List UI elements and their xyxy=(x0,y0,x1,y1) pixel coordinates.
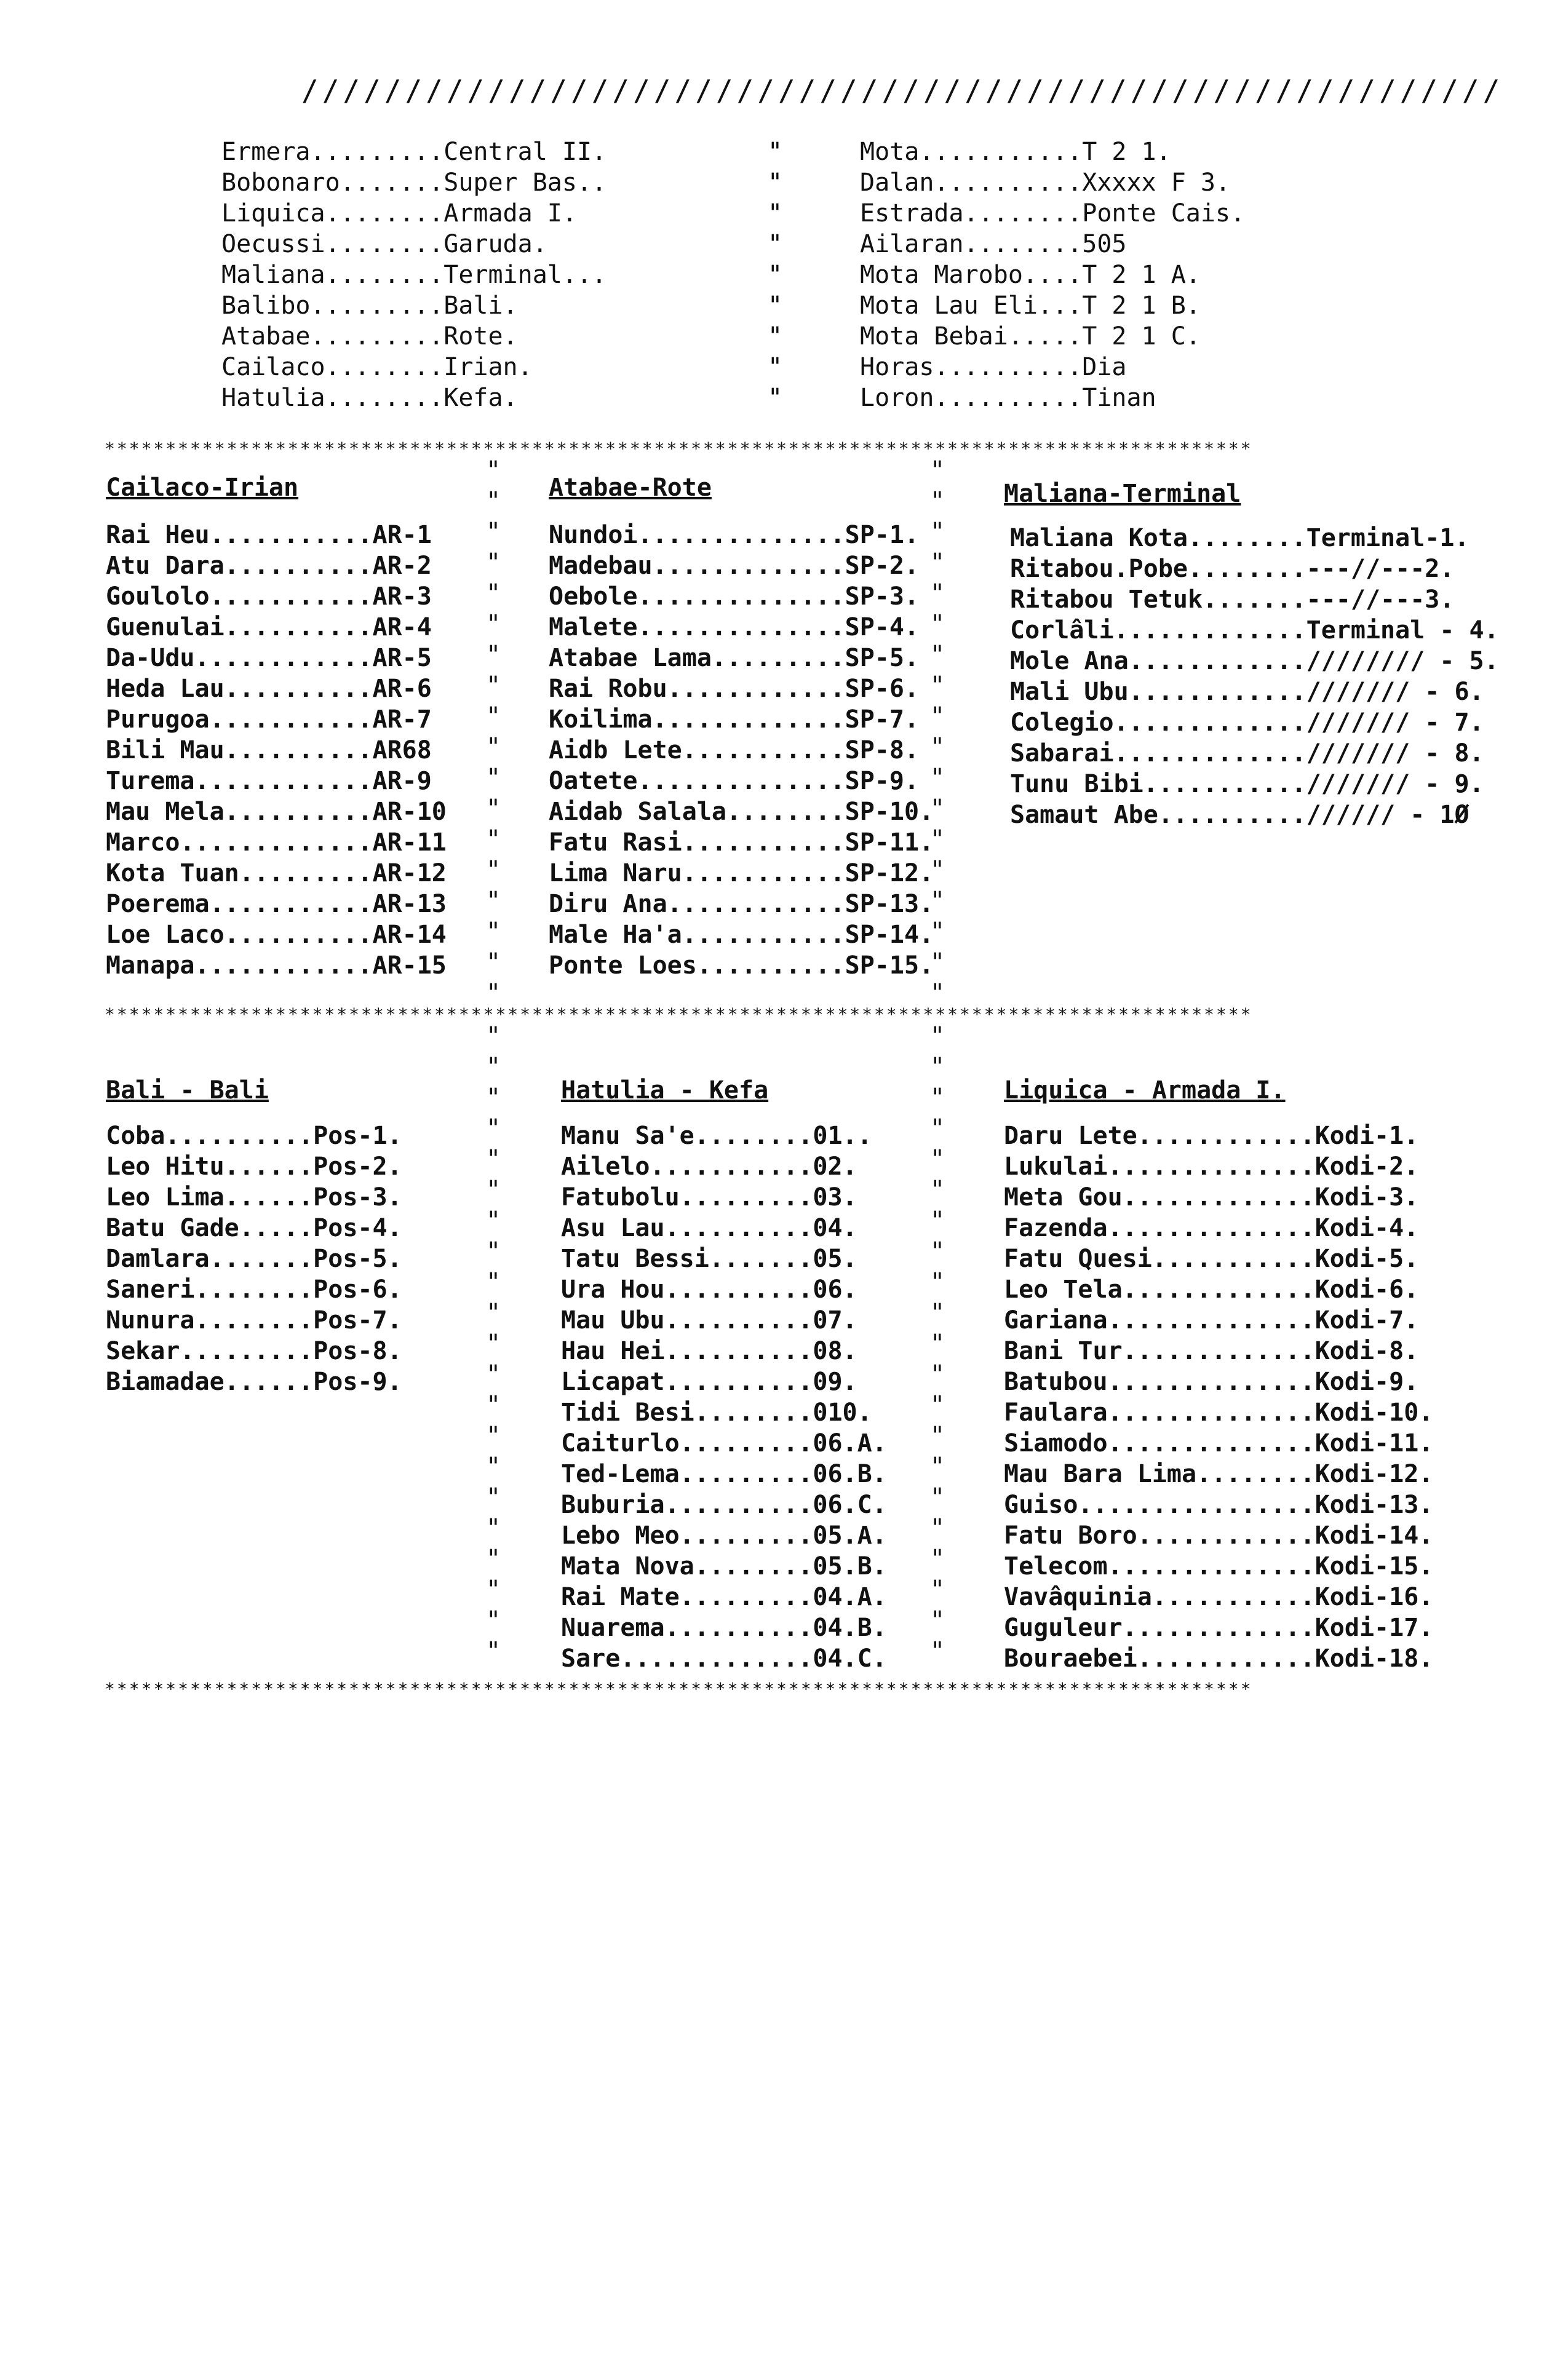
list-item: Fatu Rasi...........SP-11. xyxy=(549,828,934,857)
list-item: Ritabou.Pobe........---//---2. xyxy=(1010,555,1455,583)
list-item: Aidb Lete...........SP-8. xyxy=(549,736,920,764)
ditto-mark: " xyxy=(486,764,501,792)
list-item: Tatu Bessi.......05. xyxy=(561,1245,857,1273)
list-item: Bouraebei............Kodi-18. xyxy=(1004,1644,1434,1673)
ditto-mark: " xyxy=(930,487,945,515)
ditto-column-2 xyxy=(930,455,945,1009)
ditto-mark: " xyxy=(486,610,501,638)
ditto-mark: " xyxy=(768,138,783,166)
top-left-code-list xyxy=(221,137,606,413)
list-item: Manapa............AR-15 xyxy=(106,951,447,980)
ditto-mark: " xyxy=(930,1330,945,1358)
ditto-mark: " xyxy=(486,856,501,884)
ditto-mark: " xyxy=(930,1299,945,1327)
top-right-row: Loron..........Tinan xyxy=(860,384,1156,412)
ditto-mark: " xyxy=(486,1576,501,1604)
list-item: Coba..........Pos-1. xyxy=(106,1122,402,1150)
bali-bali-list xyxy=(106,1121,402,1397)
header-slash-rule: ////////////////////////////////////////////////////////// xyxy=(301,74,1504,107)
ditto-mark: " xyxy=(930,456,945,485)
ditto-mark: " xyxy=(768,261,783,289)
top-left-row: Ermera.........Central II. xyxy=(221,138,607,166)
list-item: Vavâquinia...........Kodi-16. xyxy=(1004,1583,1434,1611)
ditto-mark: " xyxy=(768,353,783,381)
list-item: Biamadae......Pos-9. xyxy=(106,1368,402,1396)
list-item: Atabae Lama.........SP-5. xyxy=(549,644,920,672)
ditto-mark: " xyxy=(930,918,945,946)
top-left-row: Balibo.........Bali. xyxy=(221,292,518,320)
ditto-mark: " xyxy=(930,1145,945,1173)
section-title-liquica: Liquica - Armada I. xyxy=(1004,1076,1286,1105)
top-left-row: Maliana........Terminal... xyxy=(221,261,607,289)
list-item: Mata Nova........05.B. xyxy=(561,1552,887,1581)
list-item: Daru Lete............Kodi-1. xyxy=(1004,1122,1419,1150)
top-left-row: Liquica........Armada I. xyxy=(221,199,577,228)
list-item: Nuarema..........04.B. xyxy=(561,1614,887,1642)
list-item: Caiturlo.........06.A. xyxy=(561,1429,887,1458)
list-item: Da-Udu............AR-5 xyxy=(106,644,432,672)
list-item: Diru Ana............SP-13. xyxy=(549,890,934,918)
list-item: Sare.............04.C. xyxy=(561,1644,887,1673)
list-item: Leo Hitu......Pos-2. xyxy=(106,1152,402,1181)
ditto-column-4 xyxy=(930,1021,945,1667)
ditto-mark: " xyxy=(930,1391,945,1419)
list-item: Rai Robu............SP-6. xyxy=(549,675,920,703)
list-item: Atu Dara..........AR-2 xyxy=(106,552,432,580)
ditto-mark: " xyxy=(768,169,783,197)
ditto-mark: " xyxy=(768,292,783,320)
top-left-row: Bobonaro.......Super Bas.. xyxy=(221,169,607,197)
list-item: Bili Mau..........AR68 xyxy=(106,736,432,764)
ditto-column-1 xyxy=(486,455,501,1009)
list-item: Marco.............AR-11 xyxy=(106,828,447,857)
hatulia-kefa-list xyxy=(561,1121,887,1674)
list-item: Gariana..............Kodi-7. xyxy=(1004,1306,1419,1335)
list-item: Buburia..........06.C. xyxy=(561,1491,887,1519)
list-item: Hau Hei..........08. xyxy=(561,1337,857,1365)
top-left-row: Oecussi........Garuda. xyxy=(221,230,547,258)
ditto-mark: " xyxy=(486,1084,501,1112)
list-item: Tunu Bibi.........../////// - 9. xyxy=(1010,770,1484,798)
ditto-mark: " xyxy=(930,764,945,792)
list-item: Nunura........Pos-7. xyxy=(106,1306,402,1335)
top-right-row: Mota Marobo....T 2 1 A. xyxy=(860,261,1201,289)
ditto-mark: " xyxy=(930,1084,945,1112)
list-item: Purugoa...........AR-7 xyxy=(106,705,432,734)
ditto-mark: " xyxy=(486,456,501,485)
top-right-row: Estrada........Ponte Cais. xyxy=(860,199,1246,228)
list-item: Fatu Quesi...........Kodi-5. xyxy=(1004,1245,1419,1273)
list-item: Samaut Abe..........////// - 1Ø xyxy=(1010,801,1469,829)
list-item: Saneri........Pos-6. xyxy=(106,1275,402,1304)
list-item: Maliana Kota........Terminal-1. xyxy=(1010,524,1469,552)
list-item: Meta Gou.............Kodi-3. xyxy=(1004,1183,1419,1212)
list-item: Licapat..........09. xyxy=(561,1368,857,1396)
top-right-row: Horas..........Dia xyxy=(860,353,1127,381)
ditto-mark: " xyxy=(930,579,945,608)
ditto-mark: " xyxy=(930,641,945,669)
ditto-mark: " xyxy=(930,887,945,915)
list-item: Loe Laco..........AR-14 xyxy=(106,921,447,949)
ditto-mark: " xyxy=(930,1422,945,1450)
list-item: Lebo Meo.........05.A. xyxy=(561,1521,887,1550)
ditto-mark: " xyxy=(930,1176,945,1204)
top-ditto-column xyxy=(768,137,782,413)
list-item: Turema............AR-9 xyxy=(106,767,432,795)
ditto-mark: " xyxy=(486,672,501,700)
ditto-mark: " xyxy=(486,1237,501,1266)
ditto-mark: " xyxy=(930,1114,945,1143)
top-right-row: Mota Lau Eli...T 2 1 B. xyxy=(860,292,1201,320)
list-item: Madebau.............SP-2. xyxy=(549,552,920,580)
top-right-row: Mota...........T 2 1. xyxy=(860,138,1171,166)
ditto-mark: " xyxy=(486,1422,501,1450)
ditto-mark: " xyxy=(930,702,945,731)
star-divider-3: ********************************************************************************************** xyxy=(105,1679,1253,1699)
section-title-hatulia: Hatulia - Kefa xyxy=(561,1076,769,1105)
ditto-mark: " xyxy=(486,487,501,515)
list-item: Fazenda..............Kodi-4. xyxy=(1004,1214,1419,1242)
ditto-mark: " xyxy=(486,825,501,854)
ditto-mark: " xyxy=(930,1483,945,1512)
list-item: Ponte Loes..........SP-15. xyxy=(549,951,934,980)
list-item: Ailelo...........02. xyxy=(561,1152,857,1181)
list-item: Leo Lima......Pos-3. xyxy=(106,1183,402,1212)
list-item: Rai Heu...........AR-1 xyxy=(106,521,432,549)
list-item: Leo Tela.............Kodi-6. xyxy=(1004,1275,1419,1304)
ditto-mark: " xyxy=(486,1360,501,1389)
ditto-mark: " xyxy=(486,1330,501,1358)
ditto-mark: " xyxy=(930,610,945,638)
ditto-mark: " xyxy=(930,518,945,546)
ditto-mark: " xyxy=(486,795,501,823)
list-item: Mau Bara Lima........Kodi-12. xyxy=(1004,1460,1434,1488)
ditto-mark: " xyxy=(486,948,501,977)
top-left-row: Cailaco........Irian. xyxy=(221,353,533,381)
section-title-bali: Bali - Bali xyxy=(106,1076,269,1105)
list-item: Fatubolu.........03. xyxy=(561,1183,857,1212)
ditto-mark: " xyxy=(768,384,783,412)
ditto-mark: " xyxy=(486,1268,501,1296)
list-item: Ted-Lema.........06.B. xyxy=(561,1460,887,1488)
ditto-mark: " xyxy=(930,1268,945,1296)
list-item: Batubou..............Kodi-9. xyxy=(1004,1368,1419,1396)
list-item: Oatete..............SP-9. xyxy=(549,767,920,795)
ditto-mark: " xyxy=(486,702,501,731)
ditto-mark: " xyxy=(486,733,501,761)
ditto-mark: " xyxy=(486,1545,501,1573)
list-item: Tidi Besi........010. xyxy=(561,1398,872,1427)
list-item: Malete..............SP-4. xyxy=(549,613,920,641)
list-item: Mole Ana............//////// - 5. xyxy=(1010,647,1499,675)
ditto-mark: " xyxy=(486,887,501,915)
list-item: Manu Sa'e........01.. xyxy=(561,1122,872,1150)
list-item: Damlara.......Pos-5. xyxy=(106,1245,402,1273)
maliana-terminal-list xyxy=(1010,523,1499,830)
ditto-mark: " xyxy=(486,1299,501,1327)
ditto-mark: " xyxy=(930,1637,945,1665)
list-item: Mau Ubu..........07. xyxy=(561,1306,857,1335)
ditto-mark: " xyxy=(930,1576,945,1604)
list-item: Fatu Boro............Kodi-14. xyxy=(1004,1521,1434,1550)
section-title-cailaco: Cailaco-Irian xyxy=(106,474,299,502)
ditto-mark: " xyxy=(930,1453,945,1481)
section-title-atabae: Atabae-Rote xyxy=(549,474,712,502)
list-item: Bani Tur.............Kodi-8. xyxy=(1004,1337,1419,1365)
list-item: Mali Ubu............/////// - 6. xyxy=(1010,678,1484,706)
top-left-row: Hatulia........Kefa. xyxy=(221,384,518,412)
list-item: Aidab Salala........SP-10. xyxy=(549,798,934,826)
ditto-mark: " xyxy=(930,1207,945,1235)
list-item: Ura Hou..........06. xyxy=(561,1275,857,1304)
ditto-mark: " xyxy=(930,733,945,761)
top-right-row: Ailaran........505 xyxy=(860,230,1127,258)
liquica-armada-list xyxy=(1004,1121,1433,1674)
list-item: Sekar.........Pos-8. xyxy=(106,1337,402,1365)
list-item: Faulara..............Kodi-10. xyxy=(1004,1398,1434,1427)
ditto-mark: " xyxy=(930,948,945,977)
ditto-mark: " xyxy=(486,1637,501,1665)
top-right-row: Dalan..........Xxxxx F 3. xyxy=(860,169,1231,197)
ditto-mark: " xyxy=(486,549,501,577)
list-item: Mau Mela..........AR-10 xyxy=(106,798,447,826)
ditto-mark: " xyxy=(930,795,945,823)
ditto-mark: " xyxy=(768,322,783,351)
list-item: Oebole..............SP-3. xyxy=(549,582,920,611)
list-item: Kota Tuan.........AR-12 xyxy=(106,859,447,887)
ditto-mark: " xyxy=(486,1053,501,1081)
ditto-mark: " xyxy=(930,1545,945,1573)
list-item: Guiso................Kodi-13. xyxy=(1004,1491,1434,1519)
list-item: Heda Lau..........AR-6 xyxy=(106,675,432,703)
list-item: Colegio............./////// - 7. xyxy=(1010,708,1484,737)
ditto-mark: " xyxy=(486,518,501,546)
ditto-mark: " xyxy=(930,1053,945,1081)
ditto-mark: " xyxy=(486,1514,501,1542)
cailaco-irian-list xyxy=(106,520,447,981)
list-item: Siamodo..............Kodi-11. xyxy=(1004,1429,1434,1458)
ditto-column-3 xyxy=(486,1021,501,1667)
list-item: Rai Mate.........04.A. xyxy=(561,1583,887,1611)
list-item: Asu Lau..........04. xyxy=(561,1214,857,1242)
star-divider-1: ********************************************************************************************** xyxy=(105,438,1253,459)
ditto-mark: " xyxy=(930,1606,945,1635)
ditto-mark: " xyxy=(930,549,945,577)
list-item: Guguleur.............Kodi-17. xyxy=(1004,1614,1434,1642)
ditto-mark: " xyxy=(486,641,501,669)
section-title-maliana: Maliana-Terminal xyxy=(1004,480,1241,508)
ditto-mark: " xyxy=(930,1514,945,1542)
ditto-mark: " xyxy=(486,1606,501,1635)
ditto-mark: " xyxy=(486,1176,501,1204)
ditto-mark: " xyxy=(930,672,945,700)
ditto-mark: " xyxy=(486,1207,501,1235)
list-item: Ritabou Tetuk.......---//---3. xyxy=(1010,585,1455,614)
list-item: Lima Naru...........SP-12. xyxy=(549,859,934,887)
ditto-mark: " xyxy=(486,1391,501,1419)
ditto-mark: " xyxy=(486,1022,501,1050)
ditto-mark: " xyxy=(486,1145,501,1173)
ditto-mark: " xyxy=(930,825,945,854)
list-item: Corlâli.............Terminal - 4. xyxy=(1010,616,1499,645)
atabae-rote-list xyxy=(549,520,934,981)
ditto-mark: " xyxy=(768,199,783,228)
ditto-mark: " xyxy=(486,1453,501,1481)
ditto-mark: " xyxy=(768,230,783,258)
ditto-mark: " xyxy=(486,1483,501,1512)
list-item: Telecom..............Kodi-15. xyxy=(1004,1552,1434,1581)
list-item: Sabarai............./////// - 8. xyxy=(1010,739,1484,768)
ditto-mark: " xyxy=(930,1237,945,1266)
ditto-mark: " xyxy=(930,1022,945,1050)
list-item: Batu Gade.....Pos-4. xyxy=(106,1214,402,1242)
ditto-mark: " xyxy=(486,979,501,1007)
list-item: Guenulai..........AR-4 xyxy=(106,613,432,641)
ditto-mark: " xyxy=(486,918,501,946)
ditto-mark: " xyxy=(486,1114,501,1143)
top-right-code-list xyxy=(860,137,1245,413)
star-divider-2: ********************************************************************************************** xyxy=(105,1004,1253,1025)
list-item: Male Ha'a...........SP-14. xyxy=(549,921,934,949)
ditto-mark: " xyxy=(930,1360,945,1389)
ditto-mark: " xyxy=(486,579,501,608)
ditto-mark: " xyxy=(930,856,945,884)
list-item: Poerema...........AR-13 xyxy=(106,890,447,918)
ditto-mark: " xyxy=(930,979,945,1007)
top-right-row: Mota Bebai.....T 2 1 C. xyxy=(860,322,1201,351)
top-left-row: Atabae.........Rote. xyxy=(221,322,518,351)
list-item: Koilima.............SP-7. xyxy=(549,705,920,734)
list-item: Nundoi..............SP-1. xyxy=(549,521,920,549)
list-item: Lukulai..............Kodi-2. xyxy=(1004,1152,1419,1181)
list-item: Goulolo...........AR-3 xyxy=(106,582,432,611)
